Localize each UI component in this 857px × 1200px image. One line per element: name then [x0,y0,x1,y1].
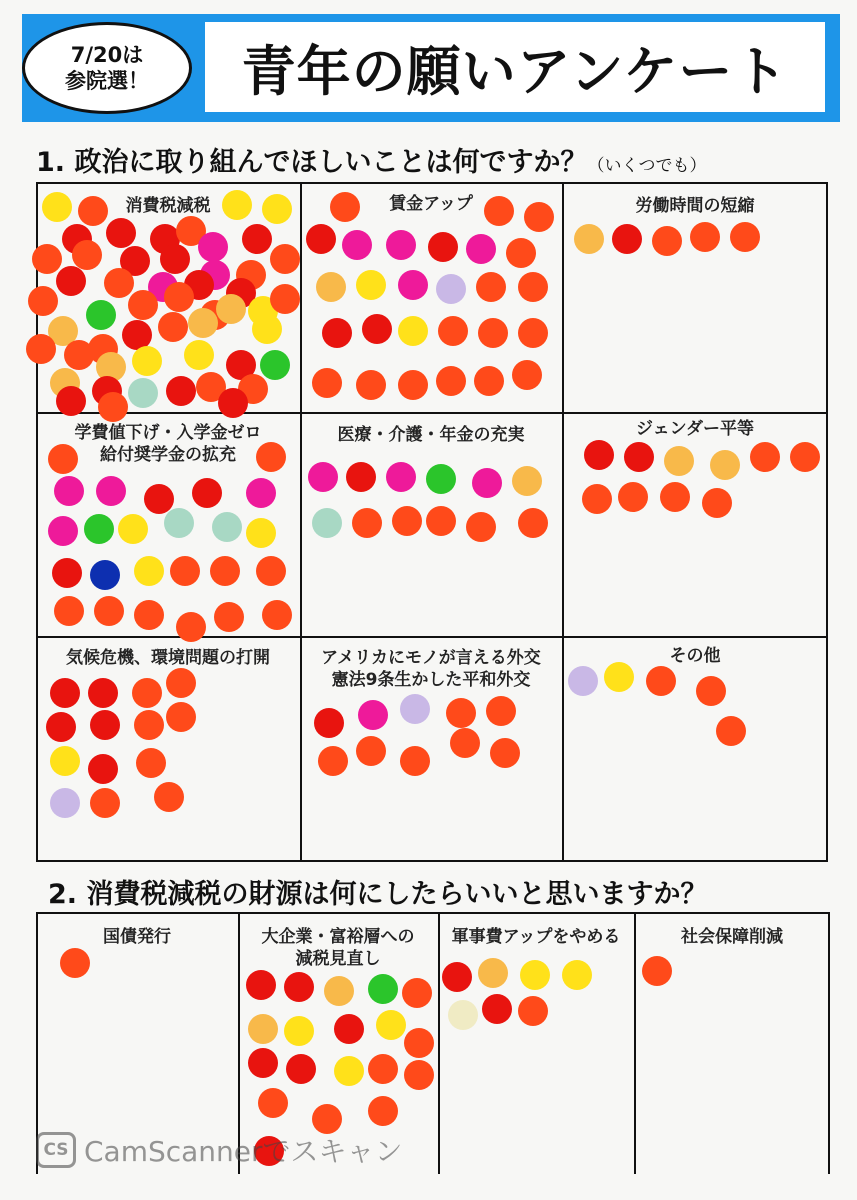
vote-sticker [352,508,382,538]
vote-sticker [466,234,496,264]
vote-sticker [702,488,732,518]
vote-sticker [164,282,194,312]
vote-sticker [646,666,676,696]
vote-sticker [192,478,222,508]
vote-sticker [322,318,352,348]
vote-sticker [386,462,416,492]
vote-sticker [398,370,428,400]
vote-sticker [98,392,128,422]
vote-sticker [84,514,114,544]
q1-label-medical: 医療・介護・年金の充実 [337,425,525,445]
date-line1: 7/20は [70,43,144,67]
vote-sticker [312,508,342,538]
vote-sticker [652,226,682,256]
vote-sticker [472,468,502,498]
vote-sticker [436,274,466,304]
vote-sticker [248,1048,278,1078]
vote-sticker [256,442,286,472]
vote-sticker [134,600,164,630]
vote-sticker [218,388,248,418]
vote-sticker [306,224,336,254]
vote-sticker [132,346,162,376]
vote-sticker [198,232,228,262]
vote-sticker [476,272,506,302]
vote-sticker [136,748,166,778]
camscanner-logo [36,1132,76,1168]
vote-sticker [562,960,592,990]
vote-sticker [426,464,456,494]
question1-text: 1. 政治に取り組んでほしいことは何ですか？ [36,147,588,178]
vote-sticker [716,716,746,746]
q1-label-wage-up: 賃金アップ [389,194,473,214]
q1-label-consumption-tax: 消費税減税 [125,196,211,216]
vote-sticker [376,1010,406,1040]
vote-sticker [176,612,206,642]
vote-sticker [312,368,342,398]
vote-sticker [52,558,82,588]
vote-sticker [308,462,338,492]
camscanner-logo-text: CS [43,1140,69,1160]
vote-sticker [466,512,496,542]
q2-label-military: 軍事費アップをやめる [451,927,621,947]
camscanner-text: CamScannerでスキャン [84,1135,403,1168]
vote-sticker [490,738,520,768]
vote-sticker [642,956,672,986]
vote-sticker [436,366,466,396]
vote-sticker [404,1028,434,1058]
vote-sticker [104,268,134,298]
vote-sticker [750,442,780,472]
vote-sticker [368,1096,398,1126]
vote-sticker [400,694,430,724]
vote-sticker [478,318,508,348]
vote-sticker [72,240,102,270]
vote-sticker [450,728,480,758]
q2-label-corporate-tax: 大企業・富裕層への 減税見直し [261,927,415,969]
vote-sticker [284,972,314,1002]
vote-sticker [214,602,244,632]
camscanner-watermark [36,1130,403,1170]
q1-label-other: その他 [669,646,721,666]
vote-sticker [252,314,282,344]
vote-sticker [696,676,726,706]
vote-sticker [96,476,126,506]
vote-sticker [46,712,76,742]
vote-sticker [334,1014,364,1044]
vote-sticker [604,662,634,692]
vote-sticker [392,506,422,536]
vote-sticker [518,508,548,538]
q2-label-bonds: 国債発行 [103,927,171,947]
vote-sticker [48,516,78,546]
vote-sticker [664,446,694,476]
vote-sticker [50,788,80,818]
q1-divider-v2 [562,182,564,862]
date-line2: 参院選！ [65,69,149,93]
vote-sticker [442,962,472,992]
vote-sticker [512,360,542,390]
vote-sticker [402,978,432,1008]
vote-sticker [330,192,360,222]
vote-sticker [318,746,348,776]
vote-sticker [90,710,120,740]
vote-sticker [730,222,760,252]
q1-label-work-hours: 労働時間の短縮 [635,196,755,216]
vote-sticker [660,482,690,512]
vote-sticker [212,512,242,542]
election-date-badge [22,22,192,114]
vote-sticker [246,970,276,1000]
q1-divider-h1 [36,412,828,414]
vote-sticker [512,466,542,496]
vote-sticker [324,976,354,1006]
vote-sticker [54,596,84,626]
vote-sticker [710,450,740,480]
vote-sticker [486,696,516,726]
question1-note: （いくつでも） [587,156,707,176]
q1-divider-v1 [300,182,302,862]
vote-sticker [446,698,476,728]
q2-label-social-security: 社会保障削減 [681,927,783,947]
vote-sticker [210,556,240,586]
vote-sticker [284,1016,314,1046]
vote-sticker [398,270,428,300]
vote-sticker [624,442,654,472]
vote-sticker [520,960,550,990]
vote-sticker [262,600,292,630]
vote-sticker [568,666,598,696]
vote-sticker [314,708,344,738]
vote-sticker [86,300,116,330]
vote-sticker [222,190,252,220]
vote-sticker [184,340,214,370]
vote-sticker [790,442,820,472]
vote-sticker [270,284,300,314]
vote-sticker [64,340,94,370]
vote-sticker [618,482,648,512]
vote-sticker [28,286,58,316]
q1-divider-h2 [36,636,828,638]
vote-sticker [26,334,56,364]
vote-sticker [50,746,80,776]
question1 [36,140,706,179]
vote-sticker [54,476,84,506]
vote-sticker [358,700,388,730]
vote-sticker [448,1000,478,1030]
vote-sticker [404,1060,434,1090]
q1-label-gender: ジェンダー平等 [636,419,754,439]
q2-divider-v2 [438,912,440,1174]
vote-sticker [158,312,188,342]
vote-sticker [246,518,276,548]
page-title: 青年の願いアンケート [241,39,789,103]
vote-sticker [134,710,164,740]
vote-sticker [78,196,108,226]
vote-sticker [484,196,514,226]
vote-sticker [56,266,86,296]
vote-sticker [216,294,246,324]
vote-sticker [154,782,184,812]
vote-sticker [334,1056,364,1086]
vote-sticker [256,556,286,586]
vote-sticker [582,484,612,514]
vote-sticker [270,244,300,274]
vote-sticker [50,678,80,708]
vote-sticker [368,1054,398,1084]
vote-sticker [574,224,604,254]
vote-sticker [426,506,456,536]
question2 [48,872,707,911]
q1-label-climate: 気候危機、環境問題の打開 [66,648,270,668]
vote-sticker [474,366,504,396]
vote-sticker [166,702,196,732]
vote-sticker [246,478,276,508]
vote-sticker [428,232,458,262]
vote-sticker [356,270,386,300]
vote-sticker [170,556,200,586]
vote-sticker [106,218,136,248]
vote-sticker [518,318,548,348]
vote-sticker [160,244,190,274]
vote-sticker [438,316,468,346]
vote-sticker [42,192,72,222]
vote-sticker [90,560,120,590]
title-box [205,22,825,112]
vote-sticker [356,370,386,400]
vote-sticker [400,746,430,776]
vote-sticker [248,1014,278,1044]
vote-sticker [56,386,86,416]
vote-sticker [398,316,428,346]
vote-sticker [164,508,194,538]
vote-sticker [188,308,218,338]
vote-sticker [134,556,164,586]
vote-sticker [88,678,118,708]
vote-sticker [362,314,392,344]
vote-sticker [48,444,78,474]
vote-sticker [128,290,158,320]
q2-divider-v3 [634,912,636,1174]
vote-sticker [478,958,508,988]
vote-sticker [506,238,536,268]
vote-sticker [368,974,398,1004]
vote-sticker [518,996,548,1026]
vote-sticker [32,244,62,274]
vote-sticker [128,378,158,408]
vote-sticker [386,230,416,260]
vote-sticker [166,376,196,406]
vote-sticker [316,272,346,302]
vote-sticker [518,272,548,302]
vote-sticker [258,1088,288,1118]
vote-sticker [482,994,512,1024]
vote-sticker [524,202,554,232]
q1-label-diplomacy: アメリカにモノが言える外交 憲法9条生かした平和外交 [321,648,541,690]
vote-sticker [612,224,642,254]
vote-sticker [88,754,118,784]
vote-sticker [118,514,148,544]
vote-sticker [242,224,272,254]
vote-sticker [346,462,376,492]
vote-sticker [356,736,386,766]
vote-sticker [690,222,720,252]
vote-sticker [166,668,196,698]
question2-text: 2. 消費税減税の財源は何にしたらいいと思いますか？ [48,879,708,910]
vote-sticker [262,194,292,224]
vote-sticker [584,440,614,470]
vote-sticker [132,678,162,708]
vote-sticker [94,596,124,626]
vote-sticker [60,948,90,978]
vote-sticker [260,350,290,380]
vote-sticker [144,484,174,514]
q1-label-tuition: 学費値下げ・入学金ゼロ 給付奨学金の拡充 [74,423,262,465]
vote-sticker [286,1054,316,1084]
vote-sticker [342,230,372,260]
vote-sticker [90,788,120,818]
